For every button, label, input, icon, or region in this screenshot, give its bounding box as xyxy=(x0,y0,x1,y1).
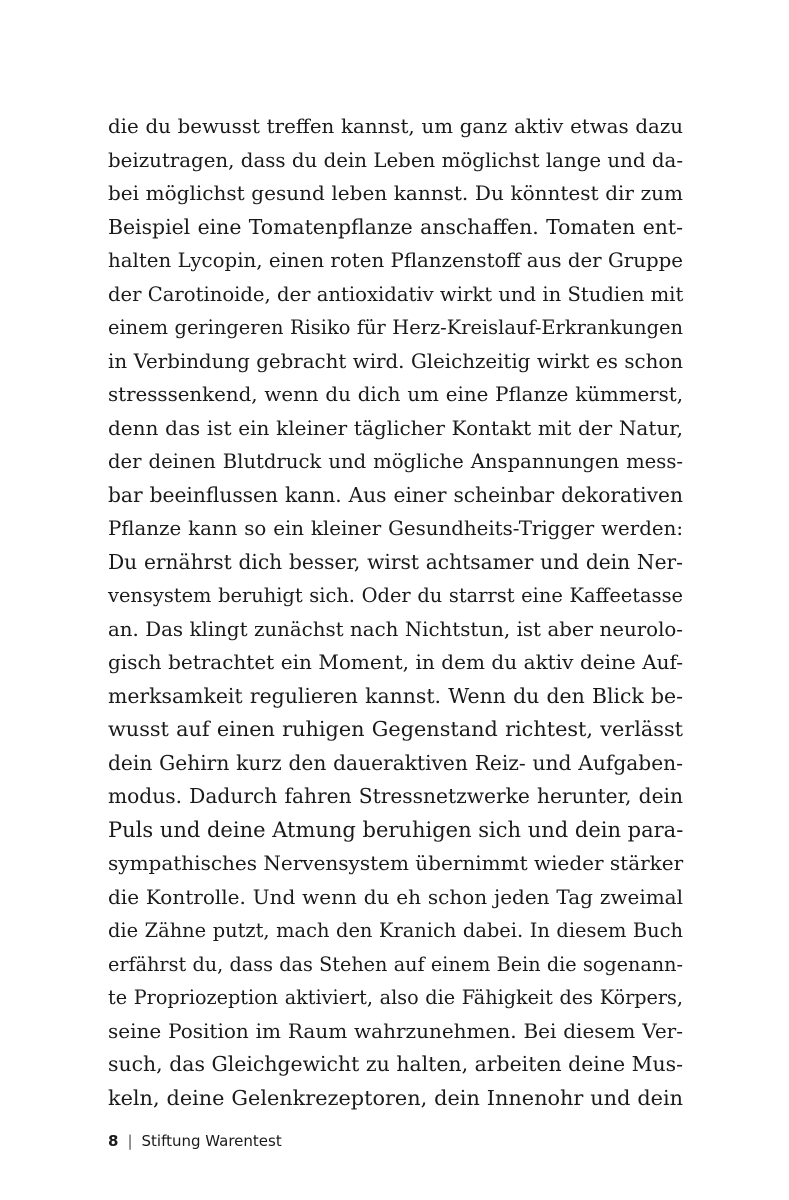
text-line: die Zähne putzt, mach den Kranich dabei. In diesem Buch xyxy=(108,919,683,942)
text-line: beizutragen, dass du dein Leben möglichst lange und da- xyxy=(108,148,683,172)
page-footer xyxy=(108,1131,282,1151)
footer-separator: | xyxy=(127,1132,133,1150)
publisher-name: Stiftung Warentest xyxy=(141,1132,282,1150)
text-line: gisch betrachtet ein Moment, in dem du aktiv deine Auf- xyxy=(108,650,683,674)
text-line: sympathisches Nervensystem übernimmt wieder stärker xyxy=(108,851,684,875)
text-line: dein Gehirn kurz den daueraktiven Reiz- und Aufgaben- xyxy=(108,750,683,775)
text-line: Du ernährst dich besser, wirst achtsamer und dein Ner- xyxy=(108,549,683,574)
text-line: modus. Dadurch fahren Stressnetzwerke herunter, dein xyxy=(108,784,683,808)
text-line: bei möglichst gesund leben kannst. Du könntest dir zum xyxy=(108,181,683,205)
text-line: die Kontrolle. Und wenn du eh schon jeden Tag zweimal xyxy=(108,884,683,909)
page-number: 8 xyxy=(108,1132,119,1150)
text-line: stresssenkend, wenn du dich um eine Pflanze kümmerst, xyxy=(108,383,683,406)
text-line: in Verbindung gebracht wird. Gleichzeitig wirkt es schon xyxy=(108,349,683,373)
text-line: te Propriozeption aktiviert, also die Fähigkeit des Körpers, xyxy=(108,986,683,1009)
text-line: such, das Gleichgewicht zu halten, arbeiten deine Mus- xyxy=(108,1052,683,1076)
text-line: merksamkeit regulieren kannst. Wenn du den Blick be- xyxy=(108,683,683,708)
text-line: einem geringeren Risiko für Herz-Kreislauf-Erkrankungen xyxy=(108,316,683,339)
text-line: keln, deine Gelenkrezeptoren, dein Innenohr und dein xyxy=(108,1085,683,1110)
text-line: erfährst du, dass das Stehen auf einem Bein die sogenann- xyxy=(108,952,683,976)
text-line: seine Position im Raum wahrzunehmen. Bei diesem Ver- xyxy=(108,1018,683,1043)
text-line: wusst auf einen ruhigen Gegenstand richtest, verlässt xyxy=(108,717,683,741)
text-line: Pflanze kann so ein kleiner Gesundheits-Trigger werden: xyxy=(108,517,683,540)
text-line: der deinen Blutdruck und mögliche Anspannungen mess- xyxy=(108,450,683,473)
text-line: halten Lycopin, einen roten Pflanzenstoff aus der Gruppe xyxy=(108,249,683,272)
text-line: an. Das klingt zunächst nach Nichtstun, ist aber neurolo- xyxy=(108,617,683,641)
text-line: denn das ist ein kleiner täglicher Kontakt mit der Natur, xyxy=(108,415,683,440)
text-line: bar beeinflussen kann. Aus einer scheinbar dekorativen xyxy=(108,482,683,507)
text-line: vensystem beruhigt sich. Oder du starrst eine Kaffeetasse xyxy=(108,584,683,607)
text-line: der Carotinoide, der antioxidativ wirkt und in Studien mit xyxy=(108,282,684,306)
text-line: die du bewusst treffen kannst, um ganz aktiv etwas dazu xyxy=(108,115,683,138)
body-text xyxy=(108,110,683,1115)
text-line: Beispiel eine Tomatenpflanze anschaffen. Tomaten ent- xyxy=(108,214,683,239)
text-line: Puls und deine Atmung beruhigen sich und dein para- xyxy=(108,817,684,842)
